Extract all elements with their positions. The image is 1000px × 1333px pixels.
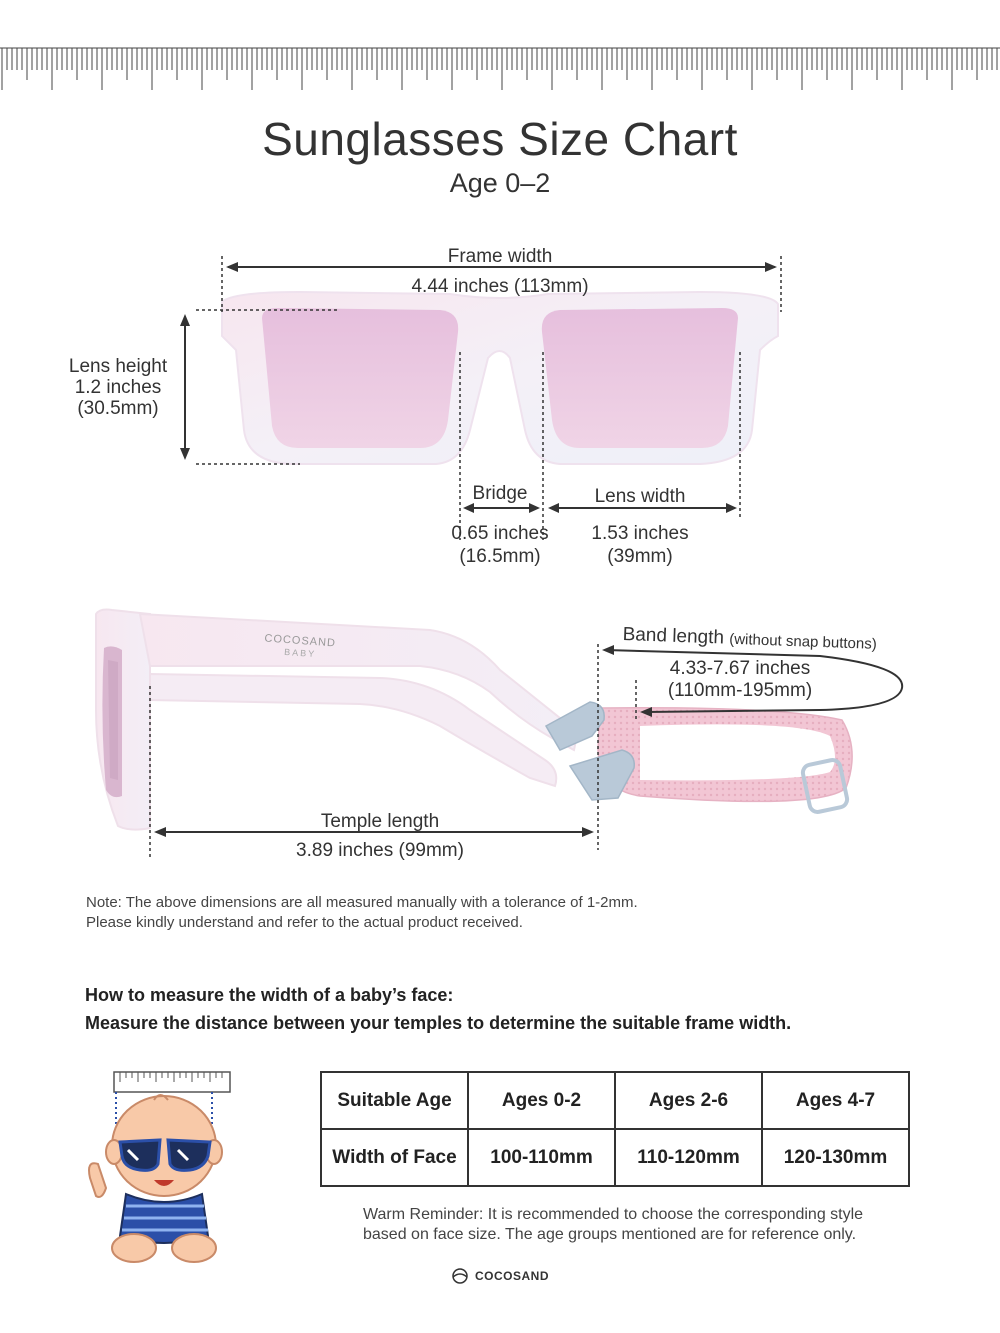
band-length-note: (without snap buttons) [728,630,878,653]
reminder-line-2: based on face size. The age groups mentioned are for reference only. [363,1226,857,1243]
table-row [321,1072,909,1129]
lens-height-label: Lens height [68,356,168,377]
page-title: Sunglasses Size Chart [262,113,738,165]
howto-heading: How to measure the width of a baby’s face: [85,985,454,1005]
howto-instruction: Measure the distance between your temples to determine the suitable frame width. [85,1013,792,1033]
lens-height-inches: 1.2 inches [74,377,162,398]
band-length-title: Band length [622,624,725,649]
table-cell: 120-130mm [762,1129,909,1186]
temple-brand-subtext: BABY [283,646,317,660]
baby-illustration-icon [80,1060,240,1270]
sunglasses-front-icon [222,292,778,464]
reminder-line-1: Warm Reminder: It is recommended to choose the corresponding style [363,1206,864,1223]
table-cell: Ages 4-7 [762,1072,909,1129]
page-subtitle: Age 0–2 [449,168,551,198]
note-line-1: Note: The above dimensions are all measured manually with a tolerance of 1-2mm. [86,894,638,911]
band-length-mm: (110mm-195mm) [667,680,813,701]
brand-logo-icon [450,1268,470,1284]
table-cell: Ages 0-2 [468,1072,615,1129]
table-cell: Ages 2-6 [615,1072,762,1129]
bridge-mm: (16.5mm) [459,546,541,567]
table-cell: Width of Face [321,1129,468,1186]
bridge-inches: 0.65 inches [451,523,549,544]
temple-brand-text: COCOSAND [264,632,337,650]
footer-brand [450,1268,549,1284]
lens-width-mm: (39mm) [607,546,673,567]
table-cell: 110-120mm [615,1129,762,1186]
frame-width-label: Frame width [447,246,553,267]
lens-width-label: Lens width [594,486,686,507]
temple-length-value: 3.89 inches (99mm) [296,840,464,861]
frame-width-value: 4.44 inches (113mm) [411,276,589,297]
footer-brand-name: COCOSAND [475,1269,550,1283]
bridge-label: Bridge [472,483,528,504]
temple-length-label: Temple length [320,811,440,832]
lens-width-inches: 1.53 inches [591,523,689,544]
table-cell: Suitable Age [321,1072,468,1129]
band-length-inches: 4.33-7.67 inches [669,658,811,679]
size-table [320,1071,910,1187]
table-row [321,1129,909,1186]
note-line-2: Please kindly understand and refer to the actual product received. [86,914,523,931]
table-cell: 100-110mm [468,1129,615,1186]
top-ruler [0,40,1000,96]
lens-height-mm: (30.5mm) [77,398,159,419]
